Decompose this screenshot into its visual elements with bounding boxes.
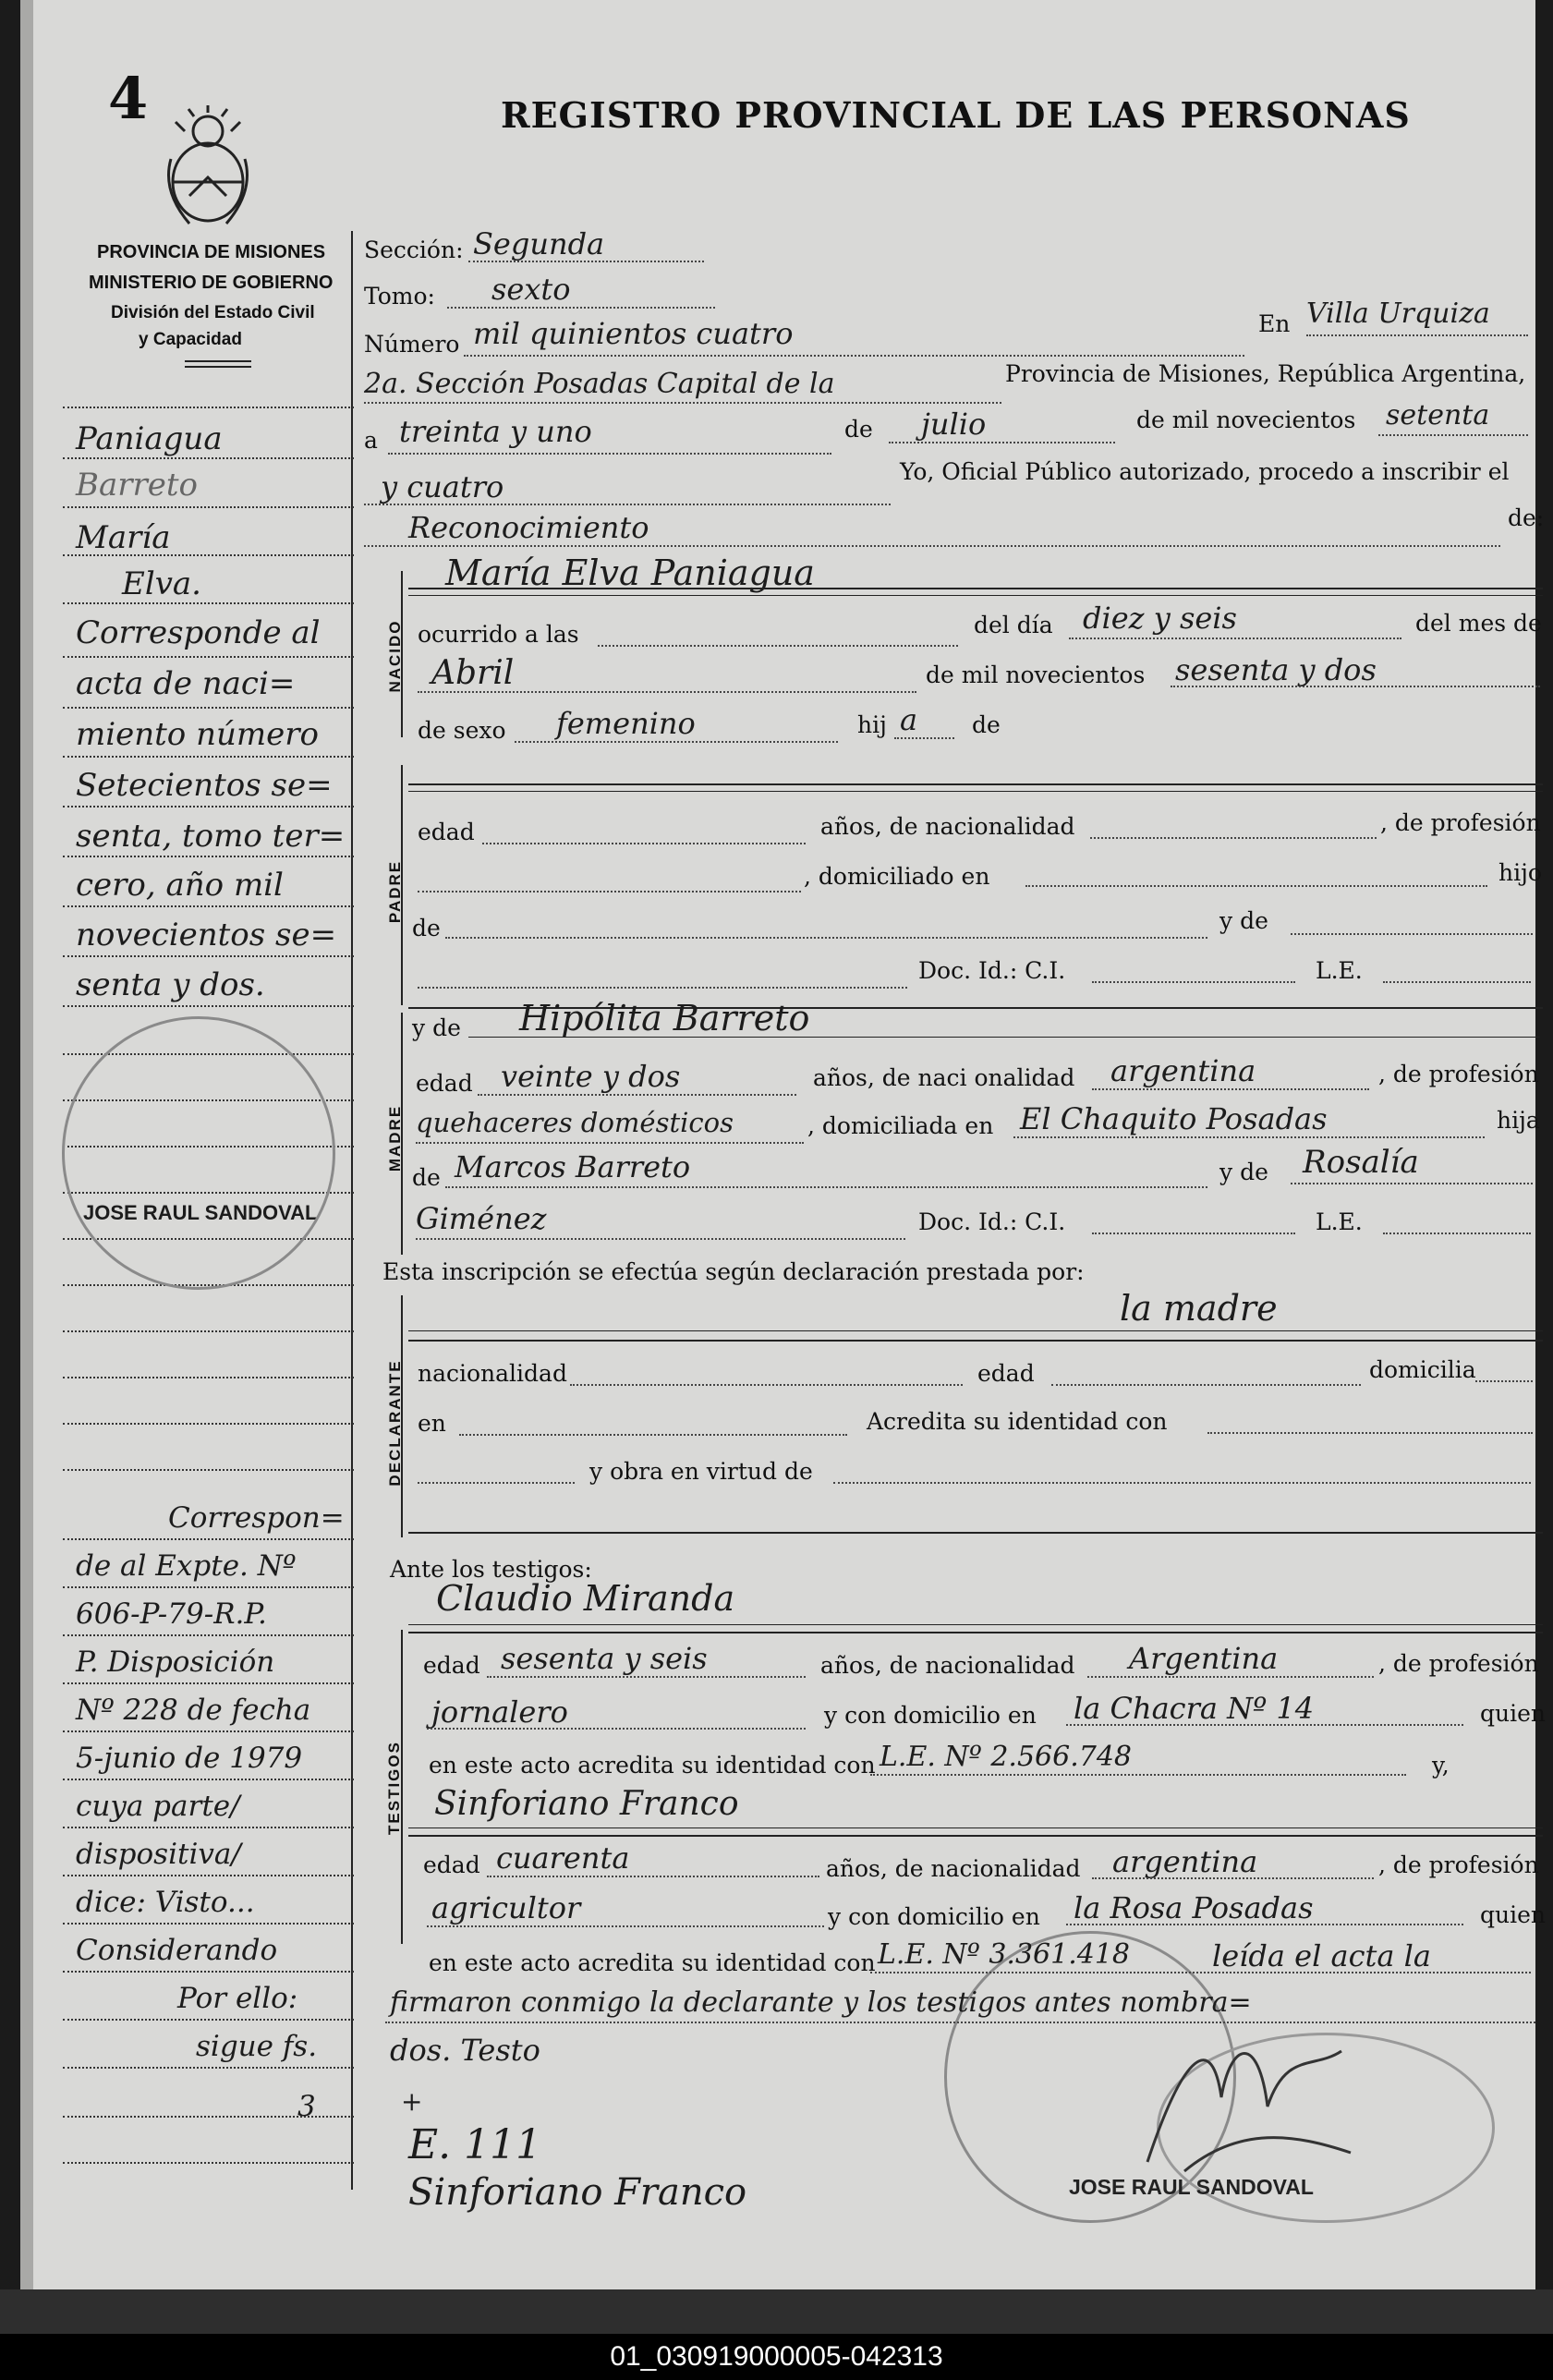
madre-nombre-value: Hipólita Barreto	[519, 998, 810, 1038]
acto-value: Reconocimiento	[408, 510, 649, 545]
testigo-1-nacionalidad: Argentina	[1129, 1641, 1279, 1676]
margin-apellido: Paniagua	[76, 420, 223, 457]
testigo-2-nombre: Sinforiano Franco	[434, 1785, 739, 1823]
margin-note2-line: Correspon=	[168, 1501, 345, 1535]
document-title: REGISTRO PROVINCIAL DE LAS PERSONAS	[501, 94, 1411, 136]
register-page: 4 REGISTRO PROVINCIAL DE LAS PERSONAS PROVINCIA DE MISIONES MINISTERIO DE GOBIERNO División del Estado Civil y Capacidad Paniagua Barreto María Elva. Corresponde al acta de naci= miento número Setecientos se= senta, tomo ter= cero, año mil novecientos se= senta y dos. JOSE RAUL SANDOVAL Correspon= de al Expte. Nº 606-P-79-R.P. P. Disposición Nº 228 de fecha 5-junio de 1979 cuya parte/ dispositiva/ dice: Visto... Considerando Por ello: sigue fs. 3 Sección: Segunda Tomo: sexto Número mil quinientos cuatro En Villa Urquiza 2a. Sección Posadas Capital de la Provincia de Misiones, República Argentina, a treinta y uno de julio de mil novecientos setenta y cuatro Yo, Oficial Público autorizado, procedo a inscribir el Reconocimiento de: NACIDO María Elva Paniagua ocurrido a las del día diez y seis del mes de Abril de mil novecientos sesenta y dos de sexo femenino hij a de PADRE edad años, de nacionalidad , de profesión , domiciliado en hijo de y de Doc. Id.: C.I. L.E. MADRE y de Hipólita Barreto edad veinte y dos años, de naci onalidad argentina , de profesión quehaceres domésticos , domiciliada en El Chaquito Posadas hija de Marcos Barreto y de Rosalía Giménez Doc. Id.: C.I. L.E. Esta inscripción se efectúa según declaración prestada por: DECLARANTE la madre nacionalidad edad domicilia en Acredita su identidad con y obra en virtud de Ante los testigos: TESTIGOS Claudio Miranda edad sesenta y seis años, de nacionalidad Argentina , de profesión jornalero y con domicilio en la Chacra Nº 14 quien en este acto acredita su identidad con L.E. Nº 2.566.748 y, Sinforiano Franco edad cuarenta años, de nacionalidad argentina , de profesión agricultor y con domicilio en la Rosa Posadas quien en este acto acredita su identidad con L.E. Nº 3.361.418 leída el acta la firmaron conmigo la declarante y los testigos antes nombra= dos. Testo + E. 111 Sinforiano Franco JOSE RAUL SANDOVAL	[20, 0, 1535, 2289]
margin-note-line: senta y dos.	[76, 966, 265, 1003]
declarante-intro: Esta inscripción se efectúa según declaración prestada por:	[382, 1258, 1085, 1285]
padre-label: PADRE	[386, 859, 404, 924]
sexo-value: femenino	[556, 706, 696, 741]
margin-note2-line: sigue fs.	[196, 2030, 318, 2063]
numero-value: mil quinientos cuatro	[473, 316, 794, 351]
ministry-label: MINISTERIO DE GOBIERNO	[89, 273, 334, 293]
margin-nombre-2: Elva.	[122, 565, 201, 602]
column-divider	[351, 231, 353, 2190]
margin-note2-line: 606-P-79-R.P.	[76, 1597, 267, 1631]
testigos-label: TESTIGOS	[385, 1741, 403, 1835]
declarante-label: DECLARANTE	[386, 1359, 404, 1487]
margin-note-line: cero, año mil	[76, 867, 284, 904]
madre-edad-value: veinte y dos	[501, 1059, 681, 1094]
signature-ledger: E. 111	[408, 2121, 542, 2168]
seccion-value: Segunda	[473, 226, 605, 261]
nacido-dia-value: diez y seis	[1083, 601, 1237, 636]
madre-padre-value: Marcos Barreto	[455, 1149, 691, 1184]
testigo-2-nacionalidad: argentina	[1112, 1844, 1258, 1879]
testigo-1-id: L.E. Nº 2.566.748	[880, 1741, 1133, 1773]
margin-note-line: novecientos se=	[76, 917, 337, 953]
madre-madre-value: Rosalía	[1303, 1144, 1419, 1181]
margin-note-line: Setecientos se=	[76, 767, 333, 804]
en-value: Villa Urquiza	[1306, 298, 1490, 330]
margin-note-line: miento número	[76, 716, 319, 753]
margin-apellido-2: Barreto	[76, 467, 199, 504]
page-number: 4	[108, 65, 149, 132]
margin-note2-line: Considerando	[76, 1934, 278, 1967]
margin-note-line: senta, tomo ter=	[76, 818, 346, 855]
official-signature	[1129, 2014, 1369, 2199]
nacido-label: NACIDO	[386, 619, 404, 693]
madre-nacionalidad-value: argentina	[1110, 1053, 1256, 1088]
margin-note2-line: dispositiva/	[76, 1838, 241, 1871]
madre-profesion-value: quehaceres domésticos	[416, 1107, 734, 1138]
nacido-mes-value: Abril	[431, 654, 515, 692]
closing-line-2: firmaron conmigo la declarante y los testigos antes nombra=	[390, 1986, 1252, 2019]
dia-value: treinta y uno	[399, 414, 592, 449]
testigo-1-domicilio: la Chacra Nº 14	[1074, 1691, 1315, 1726]
madre-madre-value-2: Giménez	[416, 1201, 547, 1236]
margin-note2-line: de al Expte. Nº	[76, 1549, 297, 1583]
official-stamp	[62, 1016, 335, 1290]
margin-note-line: acta de naci=	[76, 665, 296, 702]
ante-testigos-label: Ante los testigos:	[390, 1556, 592, 1583]
madre-domicilio-value: El Chaquito Posadas	[1020, 1101, 1328, 1136]
testigo-2-domicilio: la Rosa Posadas	[1074, 1890, 1314, 1925]
closing-line-1: leída el acta la	[1212, 1938, 1431, 1973]
testigo-2-profesion: agricultor	[431, 1890, 581, 1925]
anio-value-2: y cuatro	[381, 469, 504, 504]
margin-note2-line: 5-junio de 1979	[76, 1742, 303, 1775]
testigo-1-nombre: Claudio Miranda	[436, 1578, 735, 1619]
testigo-1-profesion: jornalero	[431, 1694, 568, 1730]
tomo-value: sexto	[491, 272, 571, 307]
inscripto-name: María Elva Paniagua	[445, 552, 815, 593]
margin-note2-line: P. Disposición	[76, 1645, 275, 1679]
anio-value: setenta	[1386, 399, 1490, 431]
margin-note2-line: 3	[297, 2090, 316, 2123]
nacido-anio-value: sesenta y dos	[1175, 652, 1377, 687]
scan-bottom-edge	[0, 2289, 1553, 2334]
testigo-1-edad: sesenta y seis	[501, 1641, 708, 1676]
margin-note2-line: dice: Visto...	[76, 1886, 255, 1919]
testigo-2-id: L.E. Nº 3.361.418	[878, 1938, 1131, 1971]
margin-official-name: JOSE RAUL SANDOVAL	[83, 1201, 318, 1224]
margin-note2-line: Nº 228 de fecha	[76, 1694, 311, 1727]
province-label: PROVINCIA DE MISIONES	[97, 242, 326, 262]
margin-note2-line: Por ello:	[177, 1982, 298, 2015]
testigo-2-edad: cuarenta	[496, 1840, 630, 1876]
madre-label: MADRE	[386, 1104, 404, 1172]
division-label-2: y Capacidad	[139, 330, 242, 349]
margin-note-line: Corresponde al	[76, 614, 321, 651]
footer-code: 01_030919000005-042313	[0, 2334, 1553, 2380]
signature-witness: Sinforiano Franco	[408, 2171, 747, 2214]
division-label: División del Estado Civil	[111, 303, 315, 322]
coat-of-arms-icon	[157, 103, 259, 233]
margin-note2-line: cuya parte/	[76, 1790, 240, 1823]
official-name: JOSE RAUL SANDOVAL	[1069, 2175, 1314, 2199]
localidad-value: 2a. Sección Posadas Capital de la	[364, 368, 835, 400]
signature-mark: +	[401, 2086, 423, 2117]
declarante-value: la madre	[1120, 1288, 1278, 1329]
hij-value: a	[900, 702, 918, 737]
mes-value: julio	[921, 407, 987, 442]
margin-nombre: María	[76, 519, 171, 556]
closing-line-3: dos. Testo	[390, 2033, 540, 2068]
